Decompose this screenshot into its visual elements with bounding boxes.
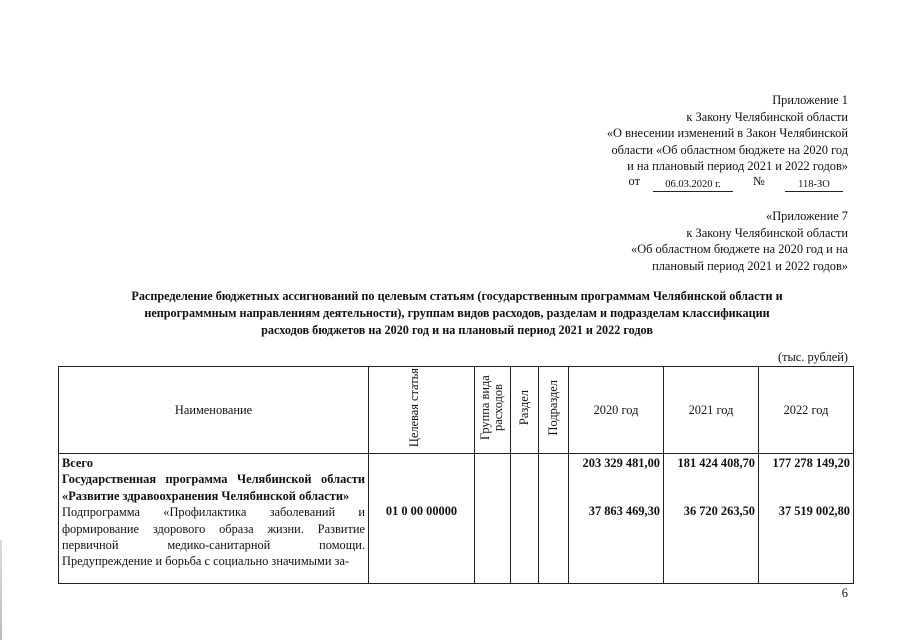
total-2022: 177 278 149,20 [772, 456, 850, 470]
header-group-label: Группа вида расходов [477, 375, 505, 441]
appendix-7-line: к Закону Челябинской области [686, 225, 848, 240]
appendix-1-line: «О внесении изменений в Закон Челябинской [606, 126, 848, 140]
appendix-7-line: плановый период 2021 и 2022 годов» [652, 258, 848, 273]
scan-edge-mark [0, 540, 2, 640]
header-section [511, 367, 539, 454]
program-code: 01 0 00 00000 [369, 454, 475, 584]
program-2020: 37 863 469,30 [588, 504, 660, 519]
title-line: Распределение бюджетных ассигнований по целевым статьям (государственным программам Челябинской области и [131, 289, 783, 303]
values-2020-cell [569, 454, 664, 584]
section-cell [511, 454, 539, 584]
header-target [369, 367, 475, 454]
appendix-1-line: Приложение 1 [772, 93, 848, 107]
law-date-number-line [607, 175, 848, 192]
appendix-7-line: «Об областном бюджете на 2020 год и на [631, 242, 848, 256]
header-2020: 2020 год [569, 367, 664, 454]
page-number: 6 [841, 586, 848, 600]
appendix-7-line: «Приложение 7 [766, 209, 848, 223]
units-label: (тыс. рублей) [777, 350, 848, 364]
header-name: Наименование [59, 367, 369, 454]
appendix-7-header [631, 208, 848, 274]
budget-table [58, 366, 854, 584]
title-line: расходов бюджетов на 2020 год и на плановый период 2021 и 2022 годов [261, 323, 653, 337]
subprogram-name: Подпрограмма «Профилактика заболеваний и формирование здорового образа жизни. Развитие первичной медико-санитарной помощи. Предупреждение и борьба с социально значимыми за- [62, 505, 365, 569]
table-row [59, 454, 854, 584]
appendix-1-header [607, 92, 848, 192]
header-section-label: Раздел [517, 390, 531, 426]
document-title [62, 288, 852, 339]
appendix-1-line: области «Об областном бюджете на 2020 год [611, 142, 848, 157]
program-2022: 37 519 002,80 [778, 504, 850, 519]
total-2021: 181 424 408,70 [677, 456, 755, 470]
values-2021-cell [664, 454, 759, 584]
total-2020: 203 329 481,00 [582, 456, 660, 470]
appendix-1-line: к Закону Челябинской области [686, 109, 848, 124]
title-line: непрограммным направлениям деятельности), группам видов расходов, разделам и подразделам классификации [144, 306, 770, 320]
number-sign: № [753, 173, 765, 188]
subsection-cell [539, 454, 569, 584]
law-date: 06.03.2020 г. [653, 179, 733, 192]
law-number: 118-ЗО [785, 179, 843, 192]
header-target-label: Целевая статья [406, 368, 421, 448]
header-subsection [539, 367, 569, 454]
appendix-1-line: и на плановый период 2021 и 2022 годов» [627, 159, 848, 173]
program-2021: 36 720 263,50 [683, 504, 755, 519]
row-names-cell [59, 454, 369, 584]
header-2022: 2022 год [759, 367, 854, 454]
header-2021: 2021 год [664, 367, 759, 454]
table-header-row [59, 367, 854, 454]
header-subsection-label: Подраздел [546, 380, 560, 436]
total-name: Всего [62, 456, 93, 470]
header-group [475, 367, 511, 454]
program-name: Государственная программа Челябинской области «Развитие здравоохранения Челябинской области» [62, 472, 365, 503]
group-cell [475, 454, 511, 584]
ot-label: от [628, 173, 640, 188]
values-2022-cell [759, 454, 854, 584]
